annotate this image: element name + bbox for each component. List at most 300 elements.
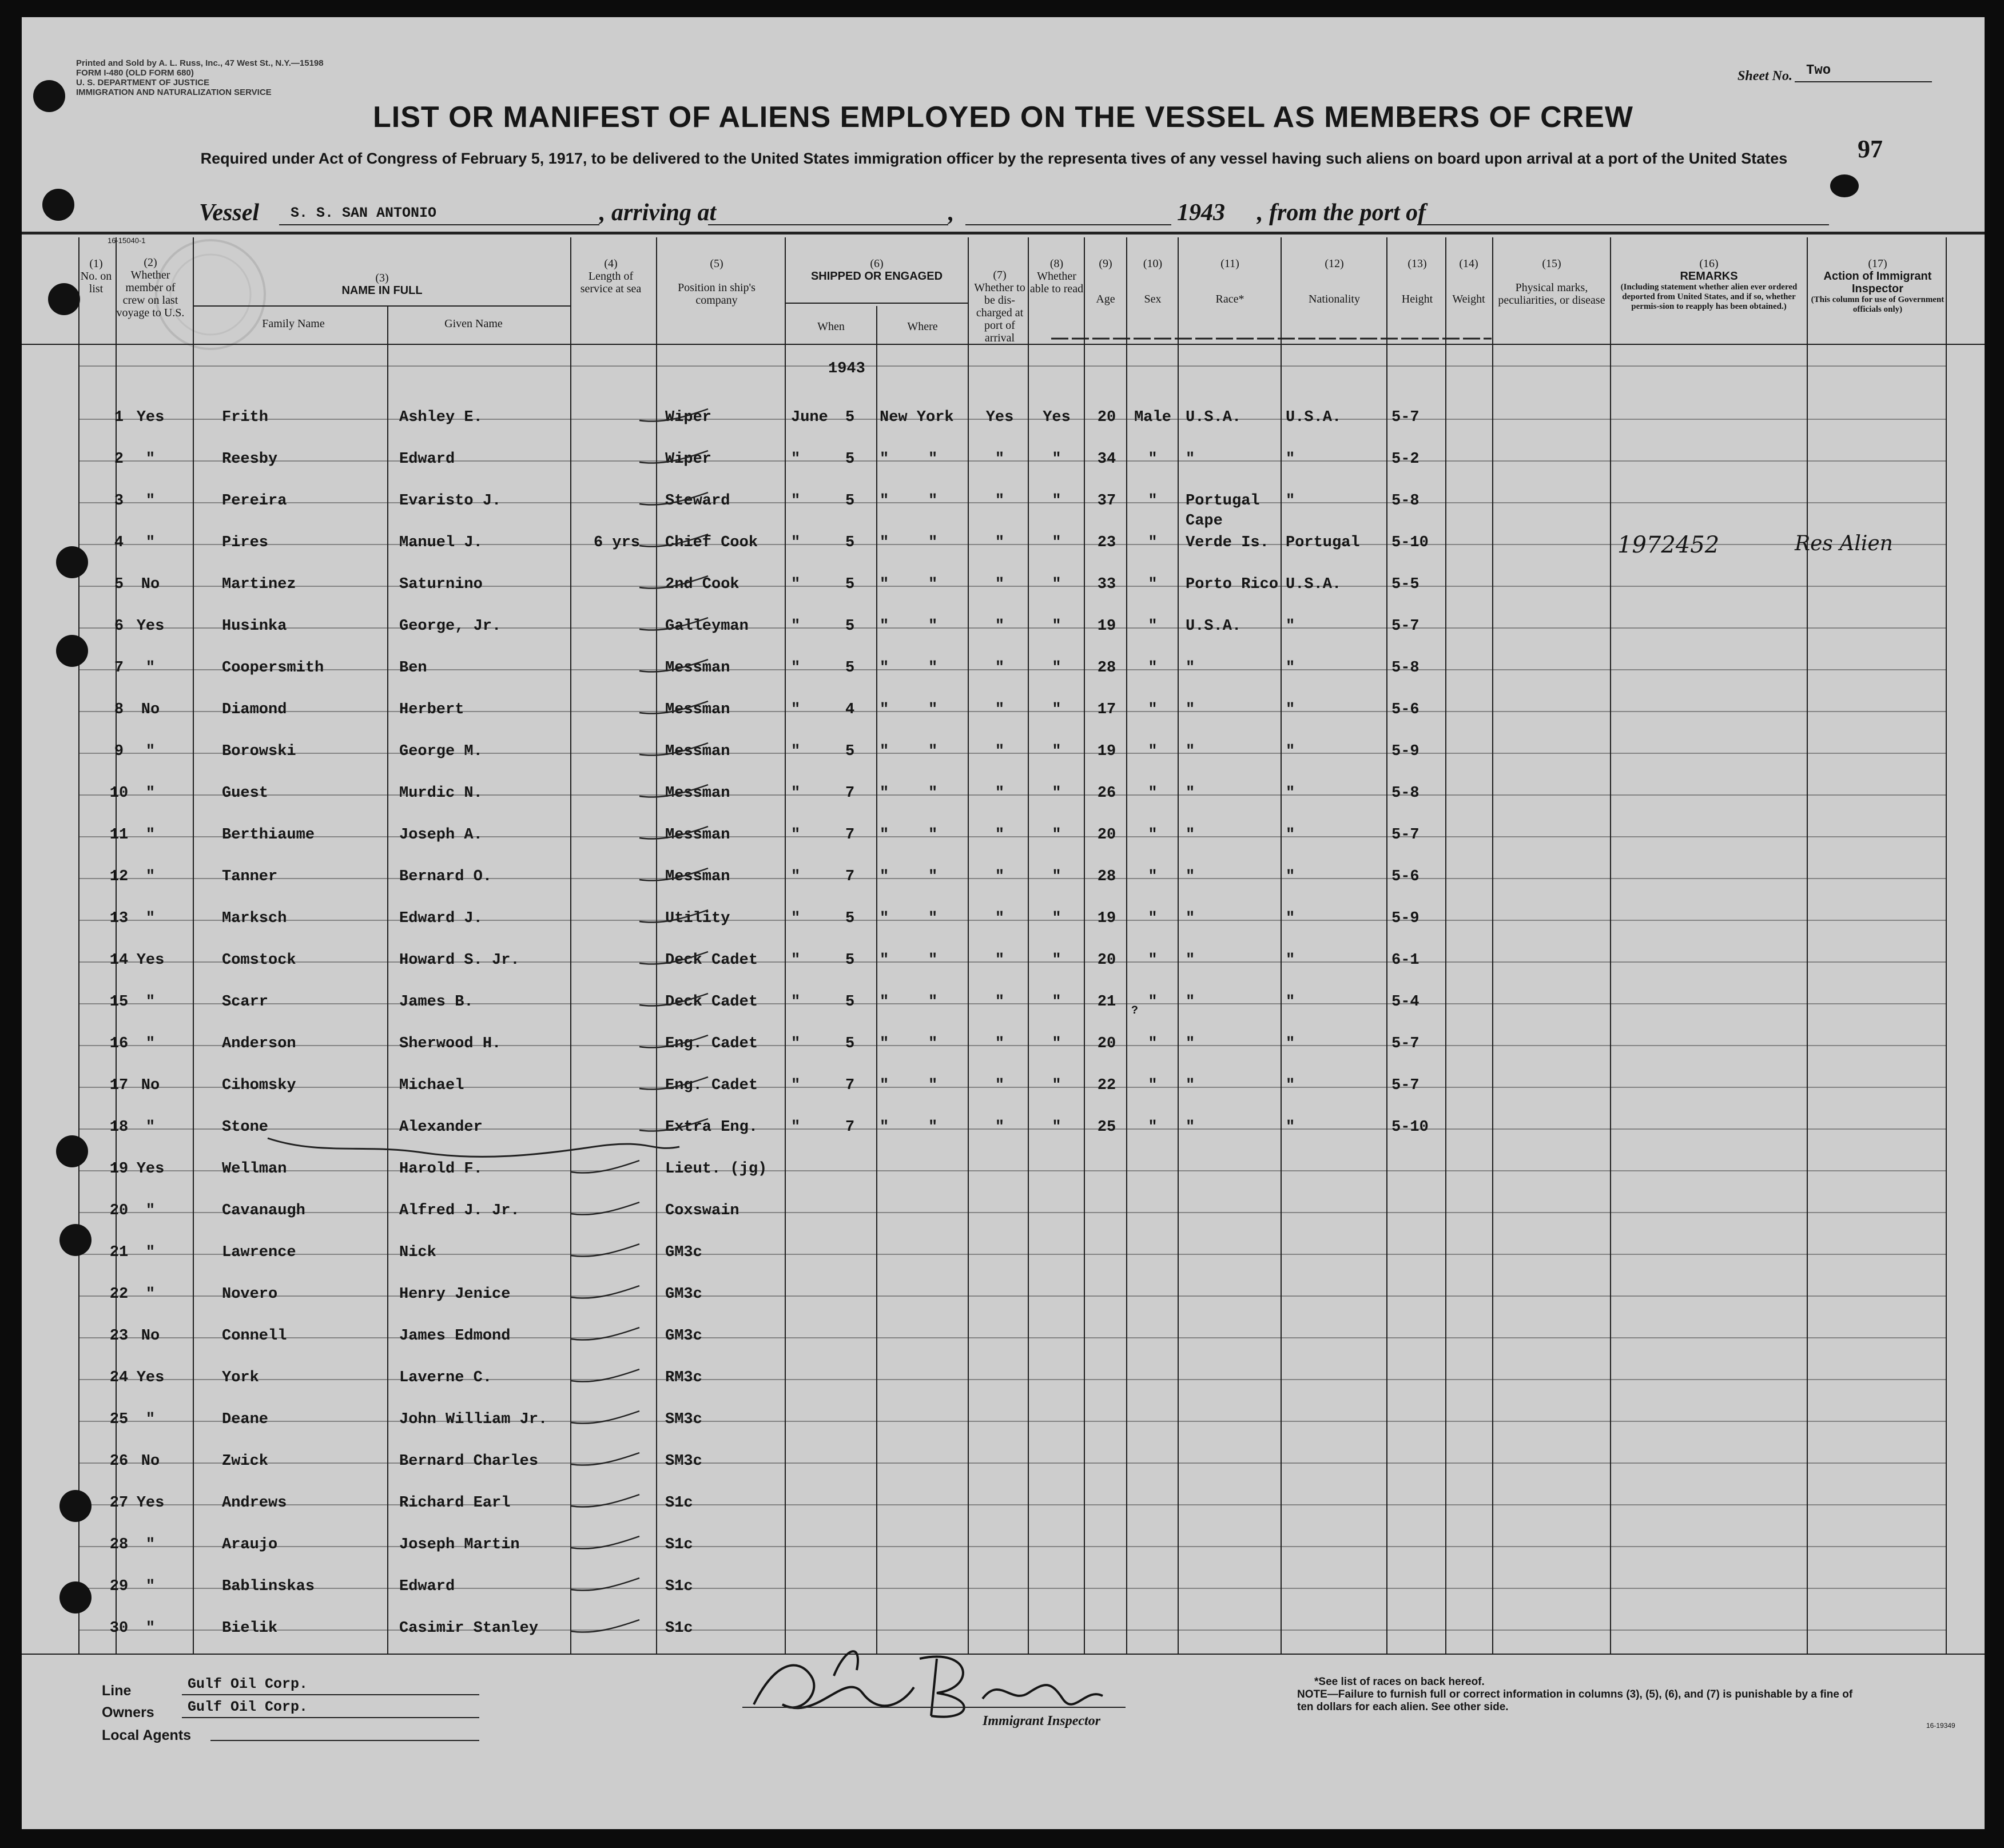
row-member-last-voyage: " (145, 492, 156, 510)
row-height: 5-10 (1391, 534, 1429, 551)
row-discharged: " (995, 659, 1005, 677)
row-given-name: Laverne C. (399, 1369, 492, 1386)
row-where-state: " (928, 785, 938, 802)
row-row-number: 21 (109, 1244, 129, 1261)
header-given-name: Given Name (444, 317, 503, 330)
row-age: 20 (1097, 409, 1116, 426)
row-given-name: George, Jr. (399, 618, 502, 635)
inspector-label: Immigrant Inspector (983, 1714, 1101, 1728)
row-given-name: Bernard O. (399, 868, 492, 885)
punch-hole (59, 1490, 92, 1522)
row-race: " (1186, 1119, 1195, 1136)
row-given-name: Harold F. (399, 1161, 483, 1178)
row-discharged: " (995, 701, 1005, 718)
row-nationality: " (1286, 1035, 1295, 1052)
row-able-to-read: " (1052, 451, 1061, 468)
header-discharged: (7) Whether to be dis-charged at port of arrival (974, 269, 1025, 344)
punch-hole (42, 189, 74, 221)
row-nationality: " (1286, 618, 1295, 635)
arriving-label: , arriving at (599, 200, 717, 226)
row-row-number: 6 (114, 618, 124, 635)
row-member-last-voyage: Yes (136, 409, 165, 426)
row-race: " (1186, 826, 1195, 844)
row-row-number: 12 (109, 868, 129, 885)
row-family-name: Anderson (222, 1035, 296, 1052)
row-able-to-read: " (1052, 534, 1061, 551)
row-where-state: " (928, 618, 938, 635)
row-when-month: " (791, 826, 801, 844)
row-discharged: " (995, 1077, 1005, 1094)
row-member-last-voyage: " (145, 1202, 156, 1219)
row-member-last-voyage: " (145, 451, 156, 468)
row-given-name: Murdic N. (399, 785, 483, 802)
row-age: 20 (1097, 826, 1116, 844)
row-family-name: Connell (222, 1328, 287, 1345)
row-able-to-read: " (1052, 910, 1061, 927)
row-family-name: Tanner (222, 868, 278, 885)
row-height: 5-7 (1391, 409, 1420, 426)
local-agents-label: Local Agents (102, 1727, 192, 1743)
row-where-state: " (928, 1077, 938, 1094)
row-height: 5-10 (1391, 1119, 1429, 1136)
row-where-city: " (880, 534, 889, 551)
row-family-name: Bablinskas (222, 1578, 315, 1595)
row-age: 19 (1097, 743, 1116, 760)
row-family-name: Zwick (222, 1453, 269, 1470)
row-given-name: James Edmond (399, 1328, 511, 1345)
row-member-last-voyage: Yes (136, 1495, 165, 1512)
row-family-name: Novero (222, 1286, 278, 1303)
form-print-code: 16-19349 (1926, 1722, 1955, 1730)
row-when-month: " (791, 952, 801, 969)
header-position: (5) Position in ship's company (678, 257, 756, 307)
row-nationality: " (1286, 1119, 1295, 1136)
row-where-state: " (928, 910, 938, 927)
row-when-day: 5 (845, 451, 855, 468)
row-given-name: Edward (399, 1578, 455, 1595)
row-when-day: 5 (845, 534, 855, 551)
row-row-number: 17 (109, 1077, 129, 1094)
row-given-name: Michael (399, 1077, 464, 1094)
row-race: " (1186, 993, 1195, 1011)
row-where-city: " (880, 910, 889, 927)
row-member-last-voyage: " (145, 743, 156, 760)
printer-line-2: FORM I-480 (OLD FORM 680) (76, 68, 194, 78)
row-position: 2nd Cook (665, 576, 739, 593)
row-position: GM3c (665, 1328, 702, 1345)
row-family-name: Guest (222, 785, 269, 802)
row-when-day: 5 (845, 618, 855, 635)
row-row-number: 22 (109, 1286, 129, 1303)
printer-line-4: IMMIGRATION AND NATURALIZATION SERVICE (76, 88, 272, 97)
row-age: 26 (1097, 785, 1116, 802)
row-discharged: " (995, 785, 1005, 802)
row-when-month: " (791, 910, 801, 927)
row-able-to-read: " (1052, 868, 1061, 885)
row-when-month: " (791, 868, 801, 885)
row-discharged: " (995, 618, 1005, 635)
row-position: Wiper (665, 451, 712, 468)
row-discharged: " (995, 1119, 1005, 1136)
row-row-number: 3 (114, 492, 124, 510)
row-family-name: Comstock (222, 952, 296, 969)
row-when-month: " (791, 492, 801, 510)
row-age: 28 (1097, 659, 1116, 677)
row-discharged: " (995, 492, 1005, 510)
row-position: S1c (665, 1536, 693, 1553)
row-nationality: " (1286, 993, 1295, 1011)
row-when-month: " (791, 993, 801, 1011)
row-where-state: " (928, 659, 938, 677)
row-when-day: 7 (845, 868, 855, 885)
row-member-last-voyage: " (145, 1411, 156, 1428)
row-nationality: " (1286, 868, 1295, 885)
row-given-name: Evaristo J. (399, 492, 502, 510)
row-sex: " (1148, 868, 1158, 885)
row-position: Messman (665, 868, 730, 885)
row-position: Deck Cadet (665, 993, 758, 1011)
row-member-last-voyage: Yes (136, 1161, 165, 1178)
row-given-name: James B. (399, 993, 474, 1011)
row-age: 37 (1097, 492, 1116, 510)
row-height: 5-7 (1391, 1035, 1420, 1052)
row-able-to-read: " (1052, 1077, 1061, 1094)
row-able-to-read: " (1052, 743, 1061, 760)
row-height: 5-7 (1391, 1077, 1420, 1094)
row-where-city: " (880, 868, 889, 885)
row-sex: " (1148, 1035, 1158, 1052)
row-when-month: " (791, 785, 801, 802)
row-able-to-read: " (1052, 659, 1061, 677)
row-sex: " (1148, 451, 1158, 468)
row-when-month: " (791, 1035, 801, 1052)
when-year: 1943 (828, 360, 865, 377)
row-given-name: Alfred J. Jr. (399, 1202, 520, 1219)
row-where-state: " (928, 993, 938, 1011)
row-position: RM3c (665, 1369, 702, 1386)
row-able-to-read: " (1052, 576, 1061, 593)
row-row-number: 29 (109, 1578, 129, 1595)
row-given-name: Bernard Charles (399, 1453, 539, 1470)
row-race: U.S.A. (1186, 618, 1242, 635)
row-age: 23 (1097, 534, 1116, 551)
row-race: " (1186, 952, 1195, 969)
manifest-sheet (22, 17, 1985, 1829)
row-race: Verde Is. (1186, 534, 1269, 551)
row-position: Steward (665, 492, 730, 510)
row-position: Messman (665, 785, 730, 802)
row-height: 5-6 (1391, 868, 1420, 885)
row-position: SM3c (665, 1411, 702, 1428)
row-race: " (1186, 868, 1195, 885)
header-no-on-list: (1) No. on list (80, 257, 112, 295)
row-position: S1c (665, 1620, 693, 1637)
row-able-to-read: " (1052, 785, 1061, 802)
row-where-city: " (880, 1035, 889, 1052)
header-member-last-voyage: (2) Whether member of crew on last voyage to U.S. (116, 256, 185, 319)
row-nationality: U.S.A. (1286, 576, 1342, 593)
form-code: 16-15040-1 (108, 236, 146, 245)
row-family-name: Husinka (222, 618, 287, 635)
row-when-day: 5 (845, 492, 855, 510)
row-able-to-read: " (1052, 701, 1061, 718)
row-sex: " (1148, 785, 1158, 802)
row-row-number: 18 (109, 1119, 129, 1136)
row-member-last-voyage: No (141, 1453, 160, 1470)
inspector-action-handwritten: Res Alien (1795, 532, 1893, 555)
row-where-city: New York (880, 409, 954, 426)
row-when-month: June (791, 409, 828, 426)
row-age: 28 (1097, 868, 1116, 885)
row-discharged: " (995, 576, 1005, 593)
row-row-number: 9 (114, 743, 124, 760)
punch-hole (56, 546, 88, 578)
row-where-state: " (928, 492, 938, 510)
row-given-name: Henry Jenice (399, 1286, 511, 1303)
header-able-to-read: (8) Whether able to read (1029, 257, 1084, 295)
row-when-month: " (791, 1119, 801, 1136)
header-shipped-or-engaged: (6) SHIPPED OR ENGAGED (810, 257, 943, 283)
from-port-label: , from the port of (1257, 200, 1426, 226)
row-height: 5-4 (1391, 993, 1420, 1011)
ink-blot (1830, 174, 1859, 197)
row-when-day: 5 (845, 409, 855, 426)
row-nationality: " (1286, 826, 1295, 844)
row-member-last-voyage: No (141, 576, 160, 593)
row-sex: " (1148, 492, 1158, 510)
row-family-name: Borowski (222, 743, 296, 760)
header-physical-marks: (15) Physical marks, peculiarities, or disease (1498, 257, 1605, 307)
row-given-name: Edward (399, 451, 455, 468)
row-race: " (1186, 701, 1195, 718)
row-position: S1c (665, 1578, 693, 1595)
row-age: 17 (1097, 701, 1116, 718)
row-able-to-read: " (1052, 492, 1061, 510)
row-when-day: 5 (845, 910, 855, 927)
row-family-name: Bielik (222, 1620, 278, 1637)
row-age: 34 (1097, 451, 1116, 468)
row-row-number: 14 (109, 952, 129, 969)
row-position: Chief Cook (665, 534, 758, 551)
row-where-state: " (928, 1119, 938, 1136)
row-height: 5-8 (1391, 785, 1420, 802)
row-age: 21 (1097, 993, 1116, 1011)
row-when-month: " (791, 451, 801, 468)
row-sex: " (1148, 826, 1158, 844)
row-when-day: 7 (845, 826, 855, 844)
row-nationality: " (1286, 492, 1295, 510)
row-given-name: Sherwood H. (399, 1035, 502, 1052)
row-when-month: " (791, 534, 801, 551)
row-nationality: " (1286, 451, 1295, 468)
row-where-city: " (880, 1119, 889, 1136)
row-given-name: Edward J. (399, 910, 483, 927)
page-number: 97 (1858, 135, 1883, 163)
row-row-number: 11 (109, 826, 129, 844)
row-given-name: Ben (399, 659, 427, 677)
row-where-state: " (928, 534, 938, 551)
row-where-city: " (880, 1077, 889, 1094)
row-row-number: 1 (114, 409, 124, 426)
row-sex: Male (1134, 409, 1171, 426)
row-member-last-voyage: " (145, 910, 156, 927)
row-family-name: Cihomsky (222, 1077, 296, 1094)
row-row-number: 25 (109, 1411, 129, 1428)
row-age: 20 (1097, 1035, 1116, 1052)
punch-hole (59, 1581, 92, 1613)
punch-hole (33, 80, 65, 112)
row-able-to-read: " (1052, 826, 1061, 844)
row-given-name: Saturnino (399, 576, 483, 593)
row-sex: " (1148, 993, 1158, 1011)
row-age: 20 (1097, 952, 1116, 969)
row-when-day: 4 (845, 701, 855, 718)
row-nationality: Portugal (1286, 534, 1360, 551)
row-position: Extra Eng. (665, 1119, 758, 1136)
row-nationality: " (1286, 743, 1295, 760)
row-race: Porto Rico (1186, 576, 1279, 593)
printer-line-1: Printed and Sold by A. L. Russ, Inc., 47 West St., N.Y.—15198 (76, 58, 324, 68)
row-discharged: Yes (985, 409, 1014, 426)
row-age: 33 (1097, 576, 1116, 593)
row-position: SM3c (665, 1453, 702, 1470)
row-position: Messman (665, 826, 730, 844)
row-where-state: " (928, 868, 938, 885)
question-mark: ? (1131, 1004, 1139, 1018)
row-when-day: 5 (845, 743, 855, 760)
row-sex: " (1148, 910, 1158, 927)
row-position: Lieut. (jg) (665, 1161, 768, 1178)
row-when-month: " (791, 618, 801, 635)
row-sex: " (1148, 659, 1158, 677)
row-family-name: Stone (222, 1119, 269, 1136)
row-position: GM3c (665, 1286, 702, 1303)
row-where-city: " (880, 993, 889, 1011)
header-length-of-service: (4) Length of service at sea (580, 257, 642, 295)
row-height: 6-1 (1391, 952, 1420, 969)
row-member-last-voyage: Yes (136, 1369, 165, 1386)
row-given-name: Joseph A. (399, 826, 483, 844)
row-where-city: " (880, 701, 889, 718)
row-able-to-read: " (1052, 1035, 1061, 1052)
row-where-city: " (880, 659, 889, 677)
punch-hole (48, 283, 80, 315)
row-family-name: Cavanaugh (222, 1202, 305, 1219)
row-position: Messman (665, 743, 730, 760)
row-nationality: " (1286, 785, 1295, 802)
row-family-name: Diamond (222, 701, 287, 718)
row-member-last-voyage: No (141, 1077, 160, 1094)
row-member-last-voyage: " (145, 785, 156, 802)
row-race: " (1186, 910, 1195, 927)
row-member-last-voyage: " (145, 993, 156, 1011)
row-member-last-voyage: " (145, 659, 156, 677)
row-member-last-voyage: No (141, 701, 160, 718)
row-given-name: Herbert (399, 701, 464, 718)
row-age: 22 (1097, 1077, 1116, 1094)
row-row-number: 20 (109, 1202, 129, 1219)
row-when-day: 5 (845, 952, 855, 969)
row-member-last-voyage: " (145, 1035, 156, 1052)
row-row-number: 15 (109, 993, 129, 1011)
row-height: 5-5 (1391, 576, 1420, 593)
row-given-name: George M. (399, 743, 483, 760)
row-able-to-read: " (1052, 952, 1061, 969)
row-race: " (1186, 1077, 1195, 1094)
row-sex: " (1148, 534, 1158, 551)
row-sex: " (1148, 1077, 1158, 1094)
comma-separator: , (948, 200, 955, 226)
row-member-last-voyage: " (145, 1286, 156, 1303)
row-able-to-read: " (1052, 993, 1061, 1011)
row-discharged: " (995, 1035, 1005, 1052)
header-race: (11) Race* (1215, 257, 1244, 305)
row-row-number: 5 (114, 576, 124, 593)
row-where-city: " (880, 785, 889, 802)
row-member-last-voyage: Yes (136, 618, 165, 635)
row-height: 5-7 (1391, 826, 1420, 844)
row-when-day: 5 (845, 659, 855, 677)
row-where-state: " (928, 743, 938, 760)
row-sex: " (1148, 576, 1158, 593)
header-remarks: (16) REMARKS (Including statement whether alien ever ordered deported from United States, and if so, whether permis-sion to reapply has been obtained.) (1620, 257, 1798, 311)
row-nationality: " (1286, 701, 1295, 718)
row-member-last-voyage: " (145, 1620, 156, 1637)
header-age: (9) Age (1096, 257, 1115, 305)
row-row-number: 23 (109, 1328, 129, 1345)
row-where-city: " (880, 492, 889, 510)
row-given-name: Howard S. Jr. (399, 952, 520, 969)
row-family-name: Deane (222, 1411, 269, 1428)
sheet-number-label: Sheet No. (1737, 69, 1792, 84)
row-position: Eng. Cadet (665, 1077, 758, 1094)
row-able-to-read: " (1052, 618, 1061, 635)
header-family-name: Family Name (262, 317, 325, 330)
sheet-number-value: Two (1806, 63, 1831, 78)
row-where-city: " (880, 743, 889, 760)
row-given-name: Alexander (399, 1119, 483, 1136)
row-position: Eng. Cadet (665, 1035, 758, 1052)
row-race: " (1186, 785, 1195, 802)
row-age: 25 (1097, 1119, 1116, 1136)
row-sex: " (1148, 701, 1158, 718)
row-sex: " (1148, 618, 1158, 635)
row-row-number: 13 (109, 910, 129, 927)
row-height: 5-8 (1391, 492, 1420, 510)
row-family-name: Frith (222, 409, 269, 426)
row-nationality: U.S.A. (1286, 409, 1342, 426)
row-given-name: Casimir Stanley (399, 1620, 539, 1637)
row-height: 5-9 (1391, 743, 1420, 760)
row-nationality: " (1286, 659, 1295, 677)
row-sex: " (1148, 743, 1158, 760)
row-age: 19 (1097, 618, 1116, 635)
header-height: (13) Height (1401, 257, 1433, 305)
vessel-label: Vessel (199, 200, 259, 226)
vessel-name: S. S. SAN ANTONIO (291, 205, 437, 221)
owners-label: Owners (102, 1704, 154, 1720)
row-member-last-voyage: " (145, 1244, 156, 1261)
row-when-day: 7 (845, 1119, 855, 1136)
row-family-name: Coopersmith (222, 659, 324, 677)
row-family-name: Araujo (222, 1536, 278, 1553)
row-where-city: " (880, 826, 889, 844)
header-nationality: (12) Nationality (1309, 257, 1360, 305)
row-race: " (1186, 659, 1195, 677)
row-family-name: Pereira (222, 492, 287, 510)
row-given-name: Richard Earl (399, 1495, 511, 1512)
row-row-number: 10 (109, 785, 129, 802)
